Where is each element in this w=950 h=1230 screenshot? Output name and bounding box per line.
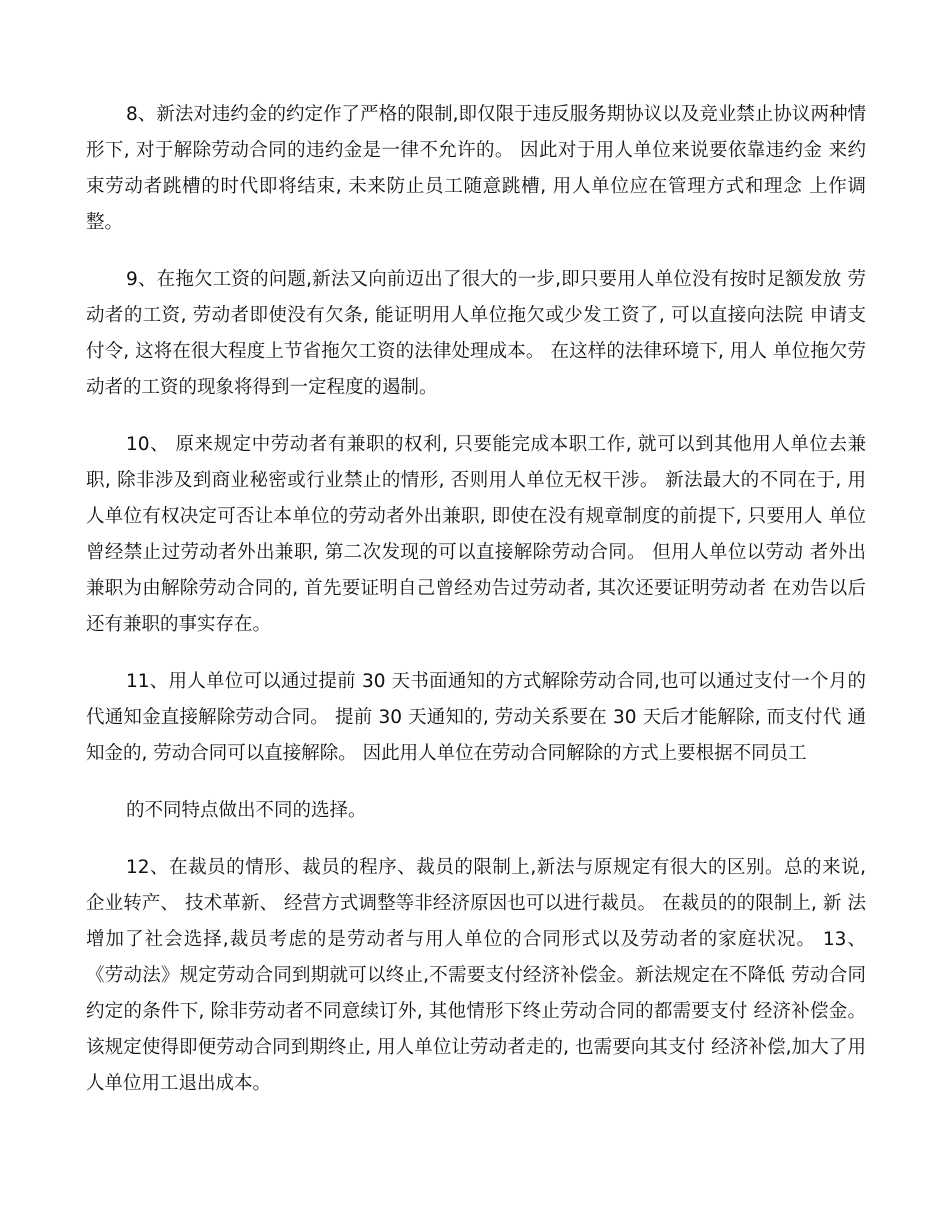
paragraph-9: 9、在拖欠工资的问题,新法又向前迈出了很大的一步,即只要用人单位没有按时足额发放 劳动者的工资, 劳动者即使没有欠条, 能证明用人单位拖欠或少发工资了, 可以直接向法院 申请支付令, 这将在很大程度上节省拖欠工资的法律处理成本。 在这样的法律环境下, 用人 单位拖欠劳动者的工资的现象将得到一定程度的遏制。	[86, 269, 866, 398]
paragraph-11: 11、用人单位可以通过提前 30 天书面通知的方式解除劳动合同,也可以通过支付一个月的 代通知金直接解除劳动合同。 提前 30 天通知的, 劳动关系要在 30 天后才能解除, 而支付代 通知金的, 劳动合同可以直接解除。 因此用人单位在劳动合同解除的方式上要根据不同员工	[86, 671, 866, 764]
document-body	[86, 97, 866, 1123]
paragraph-12: 12、在裁员的情形、裁员的程序、裁员的限制上,新法与原规定有很大的区别。总的来说, 企业转产、 技术革新、 经营方式调整等非经济原因也可以进行裁员。 在裁员的的限制上, 新 法增加了社会选择,裁员考虑的是劳动者与用人单位的合同形式以及劳动者的家庭状况。 13、 《劳动法》规定劳动合同到期就可以终止,不需要支付经济补偿金。新法规定在不降低 劳动合同约定的条件下, 除非劳动者不同意续订外, 其他情形下终止劳动合同的都需要支付 经济补偿金。 该规定使得即便劳动合同到期终止, 用人单位让劳动者走的, 也需要向其支付 经济补偿,加大了用人单位用工退出成本。	[86, 857, 866, 1094]
paragraph-8: 8、新法对违约金的约定作了严格的限制,即仅限于违反服务期协议以及竞业禁止协议两种情形下, 对于解除劳动合同的违约金是一律不允许的。 因此对于用人单位来说要依靠违约金 来约束劳动者跳槽的时代即将结束, 未来防止员工随意跳槽, 用人单位应在管理方式和理念 上作调整。	[86, 104, 866, 233]
paragraph-10: 10、 原来规定中劳动者有兼职的权利, 只要能完成本职工作, 就可以到其他用人单位去兼职, 除非涉及到商业秘密或行业禁止的情形, 否则用人单位无权干涉。 新法最大的不同在于, 用 人单位有权决定可否让本单位的劳动者外出兼职, 即使在没有规章制度的前提下, 只要用人 单位曾经禁止过劳动者外出兼职, 第二次发现的可以直接解除劳动合同。 但用人单位以劳动 者外出兼职为由解除劳动合同的, 首先要证明自己曾经劝告过劳动者, 其次还要证明劳动者 在劝告以后还有兼职的事实存在。	[86, 434, 866, 635]
paragraph-11-continued: 的不同特点做出不同的选择。	[126, 800, 367, 821]
